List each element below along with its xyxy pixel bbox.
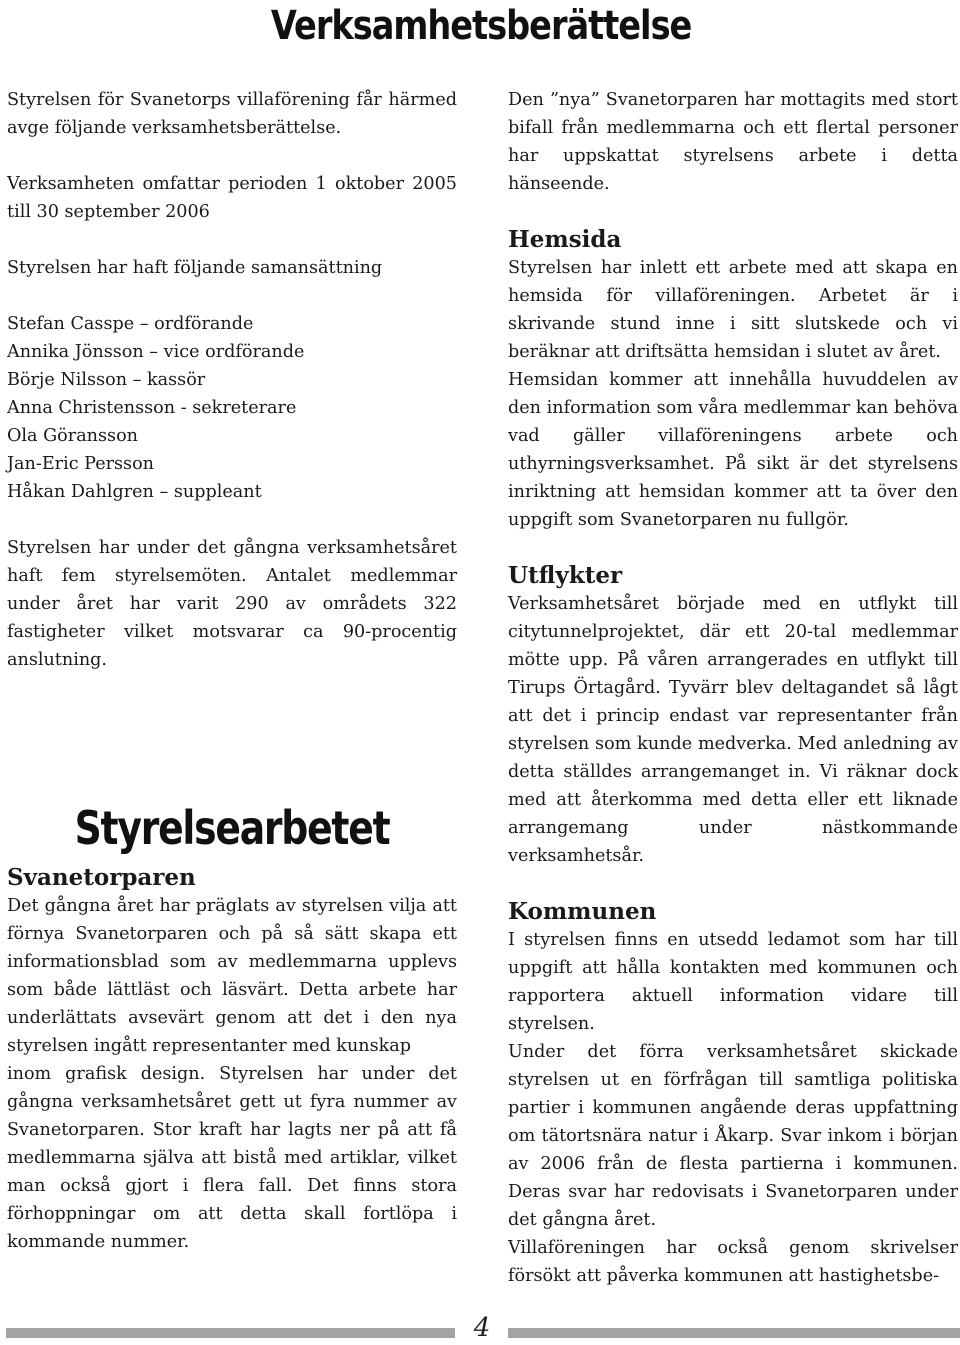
kommunen-heading: Kommunen	[508, 898, 657, 925]
utflykter-paragraph: Verksamhetsåret började med en utflykt till citytunnelprojektet, där ett 20-tal medlemmar mötte upp. På våren arrangerades en utflykt till Tirups Örtagård. Tyvärr blev deltagandet så lågt att det i princip endast var representanter från styrelsen som kunde medverka. Med anledning av detta ställdes arrangemanget in. Vi räknar dock med att återkomma med detta eller ett liknade arrangemang under nästkommande verksamhetsår.	[508, 594, 958, 866]
page-number: 4	[473, 1313, 491, 1343]
period-paragraph: Verksamheten omfattar perioden 1 oktober 2005 till 30 september 2006	[7, 174, 457, 222]
board-member: Håkan Dahlgren – suppleant	[7, 482, 262, 502]
utflykter-heading: Utflykter	[508, 562, 623, 589]
section-title: Styrelsearbetet	[74, 801, 390, 855]
meetings-paragraph: Styrelsen har under det gångna verksamhetsåret haft fem styrelsemöten. Antalet medlemmar under året har varit 290 av områdets 322 fastigheter vilket motsvarar ca 90-procentig anslutning.	[7, 538, 457, 670]
svanetorparen-paragraph: Det gångna året har präglats av styrelsen vilja att förnya Svanetorparen och på så sätt skapa ett informationsblad som av medlemmarna upplevs som både lättläst och läsvärt. Detta arbete har underlättats avsevärt genom att det i den nya styrelsen ingått representanter med kunskap	[7, 896, 457, 1056]
left-column	[7, 86, 457, 1256]
hemsida-paragraph-2: Hemsidan kommer att innehålla huvuddelen av den information som våra medlemmar kan behöva vad gäller villaföreningens arbete och uthyrningsverksamhet. På sikt är det styrelsens inriktning att hemsidan kommer att ta över den uppgift som Svanetorparen nu fullgör.	[508, 370, 958, 530]
hemsida-heading: Hemsida	[508, 226, 622, 253]
footer-rule-right	[508, 1328, 960, 1338]
kommunen-paragraph-3: Villaföreningen har också genom skrivelser försökt att påverka kommunen att hastighetsbe-	[508, 1238, 958, 1286]
page-title: Verksamhetsberättelse	[270, 3, 692, 49]
kommunen-paragraph: I styrelsen finns en utsedd ledamot som har till uppgift att hålla kontakten med kommunen och rapportera aktuell information vidare till styrelsen.	[508, 930, 958, 1034]
board-member: Stefan Casspe – ordförande	[7, 314, 254, 334]
hemsida-paragraph: Styrelsen har inlett ett arbete med att skapa en hemsida för villaföreningen. Arbetet är i skrivande stund inne i sitt slutskede och vi beräknar att driftsätta hemsidan i slutet av året.	[508, 258, 958, 362]
svanetorparen-paragraph-2: inom grafisk design. Styrelsen har under det gångna verksamhetsåret gett ut fyra nummer av Svanetorparen. Stor kraft har lagts ner på att få medlemmarna själva att bistå med artiklar, vilket man också gjort i flera fall. Det finns stora förhoppningar om att detta skall fortlöpa i kommande nummer.	[7, 1064, 457, 1252]
board-member: Annika Jönsson – vice ordförande	[7, 342, 305, 362]
board-member: Ola Göransson	[7, 426, 138, 446]
board-member: Börje Nilsson – kassör	[7, 370, 206, 390]
right-column	[508, 86, 958, 1290]
board-member: Jan-Eric Persson	[7, 454, 154, 474]
board-heading: Styrelsen har haft följande samansättning	[7, 258, 383, 278]
intro-paragraph: Styrelsen för Svanetorps villaförening får härmed avge följande verksamhetsberättelse.	[7, 90, 457, 138]
kommunen-paragraph-2: Under det förra verksamhetsåret skickade styrelsen ut en förfrågan till samtliga politiska partier i kommunen angående deras uppfattning om tätortsnära natur i Åkarp. Svar inkom i början av 2006 från de flesta partierna i kommunen. Deras svar har redovisats i Svanetorparen under det gångna året.	[508, 1042, 958, 1230]
board-member: Anna Christensson - sekreterare	[7, 398, 297, 418]
svanetorparen-heading: Svanetorparen	[7, 864, 196, 891]
footer-rule-left	[6, 1328, 455, 1338]
right-intro-paragraph: Den ”nya” Svanetorparen har mottagits med stort bifall från medlemmarna och ett flertal personer har uppskattat styrelsens arbete i detta hänseende.	[508, 90, 958, 194]
board-member-list	[7, 310, 457, 506]
